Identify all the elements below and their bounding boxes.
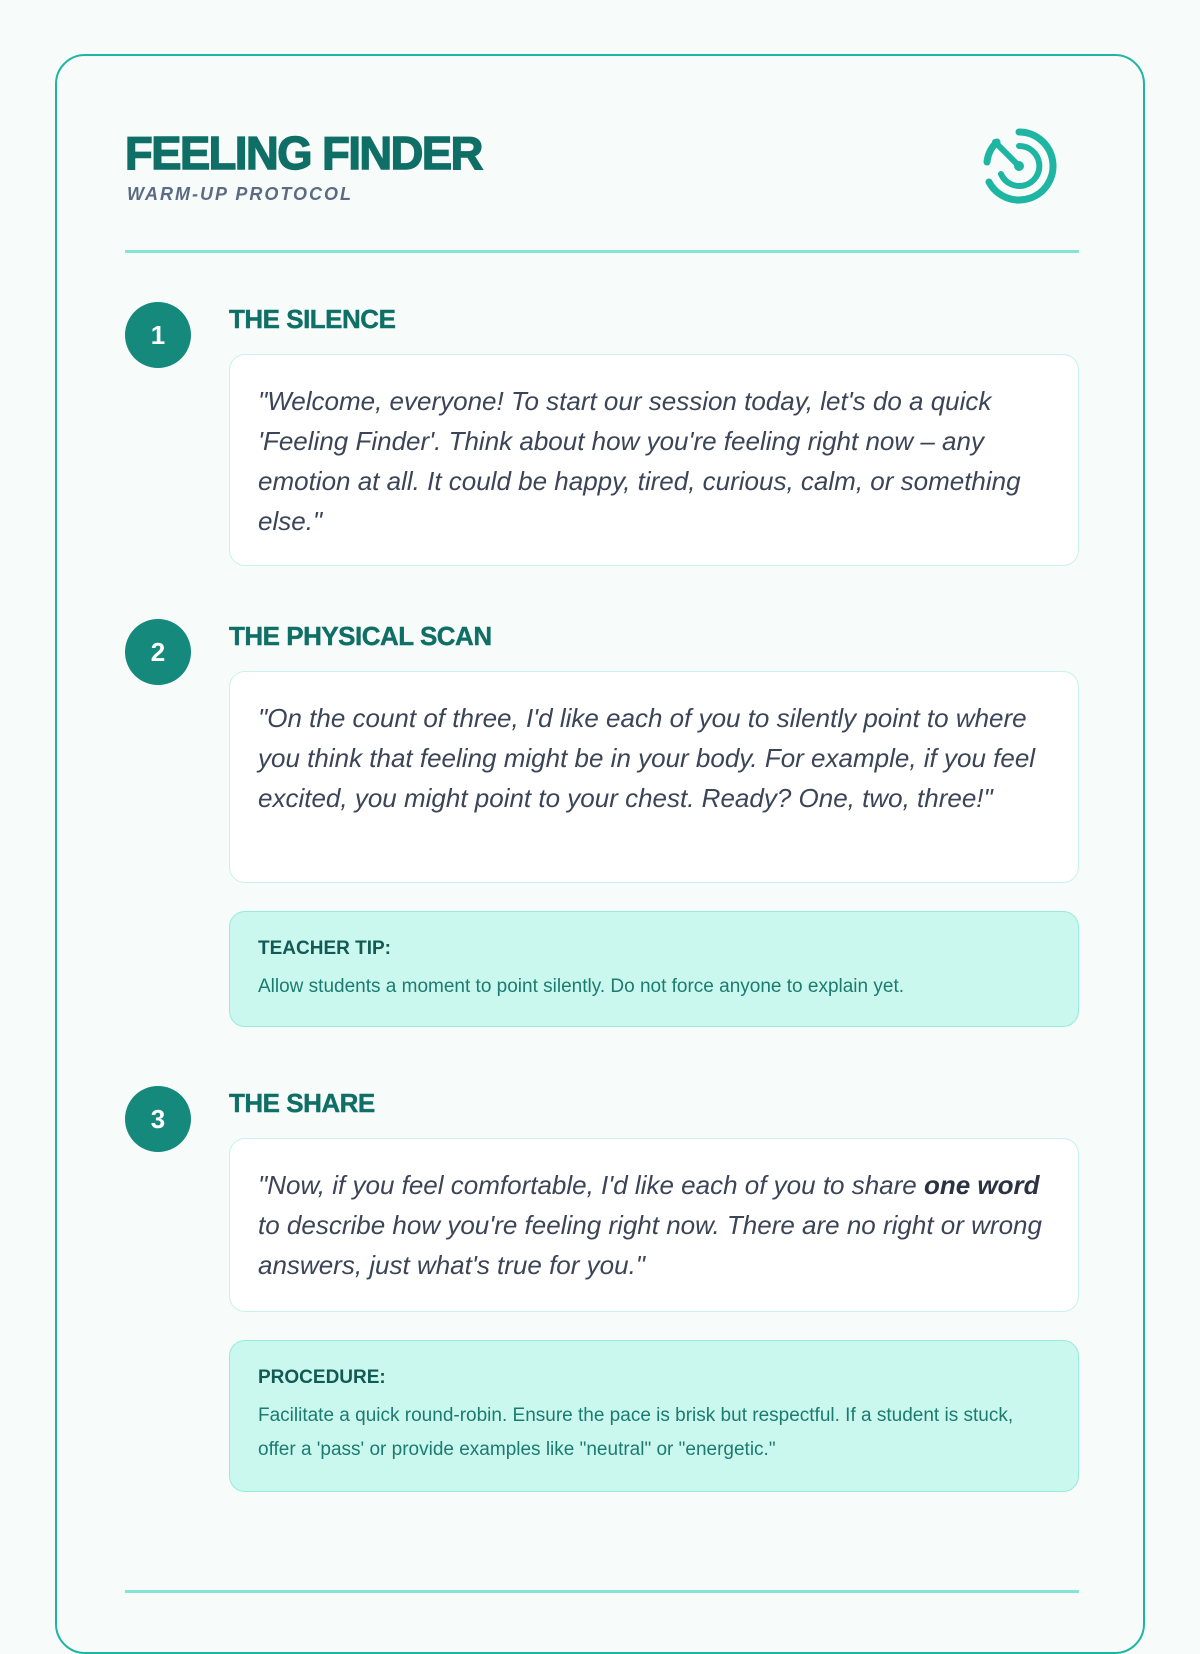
procedure-box [229,1340,1079,1492]
page-title: FEELING FINDER [125,127,482,179]
step-number-badge: 1 [125,302,191,368]
script-quote-text: "On the count of three, I'd like each of you to silently point to where you think that feeling might be in your body. For example, if you feel excited, you might point to your chest. Ready? One, two, three!" [258,703,1036,813]
procedure-text: Facilitate a quick round-robin. Ensure the pace is brisk but respectful. If a student is stuck, offer a 'pass' or provide examples like "neutral" or "energetic." [258,1405,1014,1460]
script-quote-text-end: to describe how you're feeling right now. There are no right or wrong answers, just what's true for you." [258,1210,1042,1280]
radar-icon [981,128,1057,204]
step-title: THE SILENCE [229,304,396,334]
protocol-card [55,54,1145,1654]
script-quote-text-start: "Now, if you feel comfortable, I'd like each of you to share [258,1170,924,1200]
step-title: THE PHYSICAL SCAN [229,621,492,651]
teacher-tip-text: Allow students a moment to point silently. Do not force anyone to explain yet. [258,976,904,997]
script-quote-box [229,1138,1079,1312]
teacher-tip-label: TEACHER TIP: [258,938,391,959]
step-title: THE SHARE [229,1088,375,1118]
script-quote-emphasis: one word [923,1170,1040,1200]
step-number-badge: 2 [125,619,191,685]
footer-divider [125,1590,1079,1593]
procedure-label: PROCEDURE: [258,1367,386,1388]
page-subtitle: WARM-UP PROTOCOL [127,184,353,204]
teacher-tip-box [229,911,1079,1027]
header-divider [125,250,1079,253]
header [125,126,1057,246]
step-number-badge: 3 [125,1086,191,1152]
script-quote-text: "Welcome, everyone! To start our session today, let's do a quick 'Feeling Finder'. Think about how you're feeling right now – any emotion at all. It could be happy, tired, curious, calm, or something else." [258,386,1021,536]
script-quote-box [229,671,1079,883]
script-quote-box [229,354,1079,566]
